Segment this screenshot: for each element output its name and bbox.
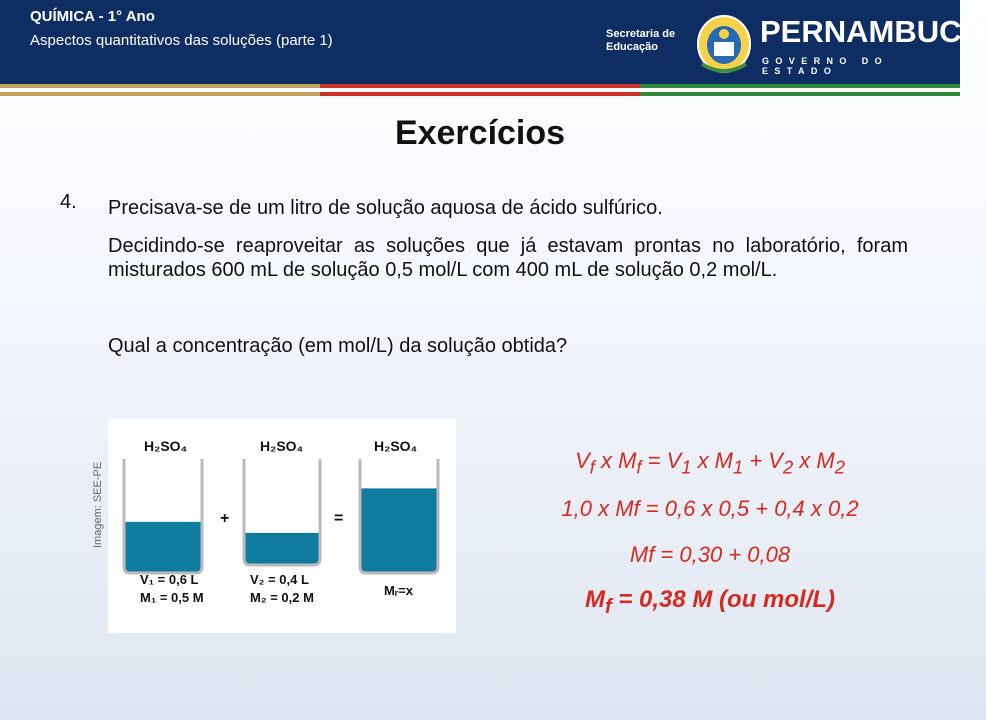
beaker1-label: H₂SO₄ [144,438,188,454]
exercise-line1: Precisava-se de um litro de solução aquosa de ácido sulfúrico. [108,197,663,219]
calc-line-3: Mf = 0,30 + 0,08 [629,542,791,567]
beaker3-molarity: Mᵣ=x [384,583,413,598]
header-stripe [0,84,960,96]
result-m: M [584,586,605,613]
page-title: Exercícios [394,114,566,152]
topic-label: Aspectos quantitativos das soluções (parte 1) [30,32,333,49]
eq1-mid: x M [594,448,637,473]
beaker2-label: H₂SO₄ [260,438,304,454]
exercise-paragraph: Decidindo-se reaproveitar as soluções que já estavam prontas no laboratório, foram misturados 600 mL de solução 0,5 mol/L com 400 mL de solução 0,2 mol/L. [108,235,908,281]
result-rest: = 0,38 M (ou mol/L) [611,586,836,613]
calc-line-1 [470,448,950,478]
beaker1-molarity: M₁ = 0,5 M [140,590,204,605]
eq1-s2: 1 [733,456,744,478]
subject-label: QUÍMICA - 1° Ano [30,8,155,25]
equals-sign: = [334,510,344,527]
beakers-figure [108,419,456,633]
eq1-x2: x M [793,448,835,473]
header-bar [0,0,986,84]
beaker2-volume: V₂ = 0,4 L [250,572,309,587]
beaker3-liquid [361,488,437,572]
image-credit: Imagem: SEE-PE [92,461,104,548]
eq1-eq: = V [641,448,682,473]
plus-sign: + [220,510,230,527]
eq1-plus: + V [743,448,783,473]
beaker1-liquid [125,522,201,572]
eq1-msub: f [636,456,642,478]
eq1-s3: 2 [782,456,794,478]
eq1-vsub: f [589,456,595,478]
eq1-v: V [575,448,590,473]
secretaria-label [606,28,675,54]
calc-result [470,586,950,619]
secretaria-line1: Secretaria de [606,28,676,40]
calc-line-2: 1,0 x Mf = 0,6 x 0,5 + 0,4 x 0,2 [561,496,859,521]
pernambuco-crest-icon [694,12,754,76]
exercise-number: 4. [60,191,77,213]
beaker2-molarity: M₂ = 0,2 M [250,590,314,605]
beaker1-volume: V₁ = 0,6 L [140,572,199,587]
eq1-s1: 1 [681,456,692,478]
brand-subtitle: GOVERNO DO ESTADO [762,56,889,76]
exercise-question: Qual a concentração (em mol/L) da solução obtida? [108,335,568,357]
result-sub: f [604,595,612,618]
beakers-illustration [108,419,456,633]
stripe-white [0,88,960,92]
brand-name: PERNAMBUCO [760,14,986,49]
eq1-s4: 2 [834,456,845,478]
secretaria-line2: Educação [606,41,658,53]
beaker3-label: H₂SO₄ [374,438,418,454]
eq1-x1: x M [691,448,734,473]
beaker2-liquid [245,533,319,564]
